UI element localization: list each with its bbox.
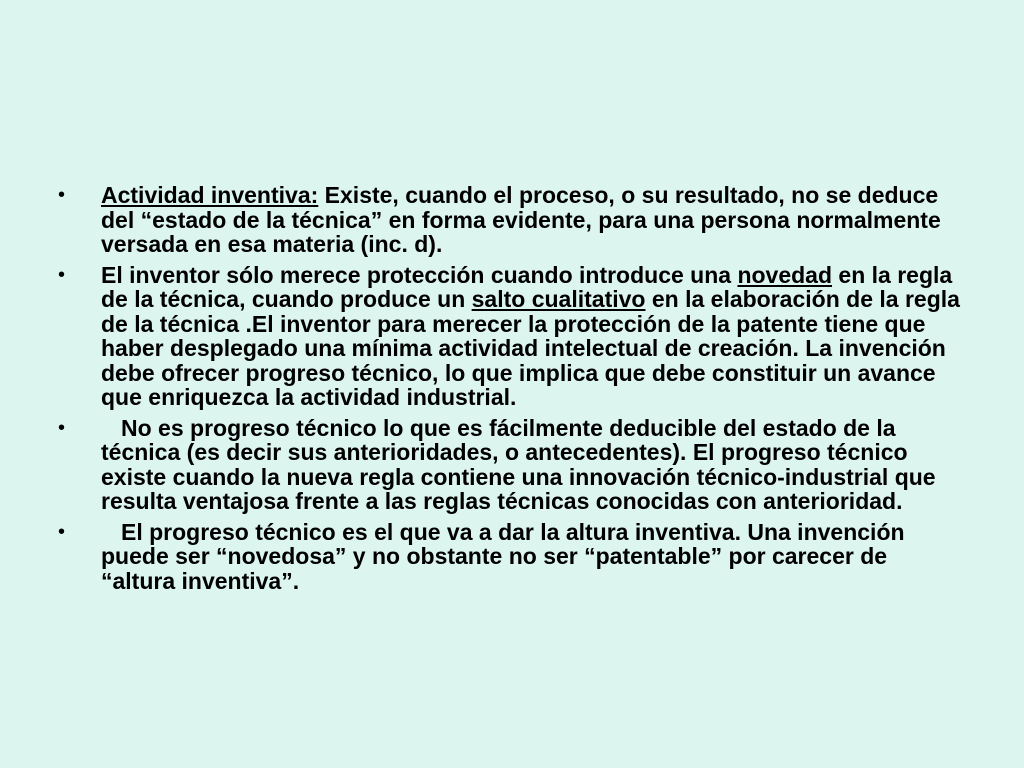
bullet-item-altura-inventiva [58,520,963,594]
bullet-marker: • [58,520,66,543]
bullet-item-progreso-tecnico [58,416,963,514]
term-novedad: novedad [737,261,833,288]
progreso-text: No es progreso técnico lo que es fácilmente deducible del estado de la técnica (es decir sus anterioridades, o antecedentes). El progreso técnico existe cuando la nueva regla contiene una innovación técnico-industrial que resulta ventajosa frente a las reglas técnicas conocidas con anterioridad. [101,414,936,514]
term-salto-cualitativo: salto cualitativo [471,286,646,312]
term-actividad-inventiva: Actividad inventiva: [101,182,319,208]
inventor-text-part1: El inventor sólo merece protección cuando introduce una [101,261,738,288]
inventor-text-part3: en la elaboración de la regla de la técnica .El inventor para merecer la protección de la patente tiene que haber desplegado una mínima actividad intelectual de creación. La invención debe ofrecer progreso técnico, lo que implica que debe constituir un avance que enriquezca la actividad industrial. [101,286,960,410]
bullet-marker: • [58,263,66,286]
bullet-list [58,183,963,599]
altura-text: El progreso técnico es el que va a dar la altura inventiva. Una invención puede ser “novedosa” y no obstante no ser “patentable” por carecer de “altura inventiva”. [101,518,905,594]
bullet-item-inventor [58,263,963,410]
inventor-text-part2: en la regla de la técnica, cuando produce un [101,261,953,312]
definition-text: Existe, cuando el proceso, o su resultado, no se deduce del “estado de la técnica” en forma evidente, para una persona normalmente versada en esa materia (inc. d). [101,182,941,257]
bullet-marker: • [58,184,66,206]
bullet-marker: • [58,416,66,439]
bullet-item-actividad-inventiva [58,183,963,257]
